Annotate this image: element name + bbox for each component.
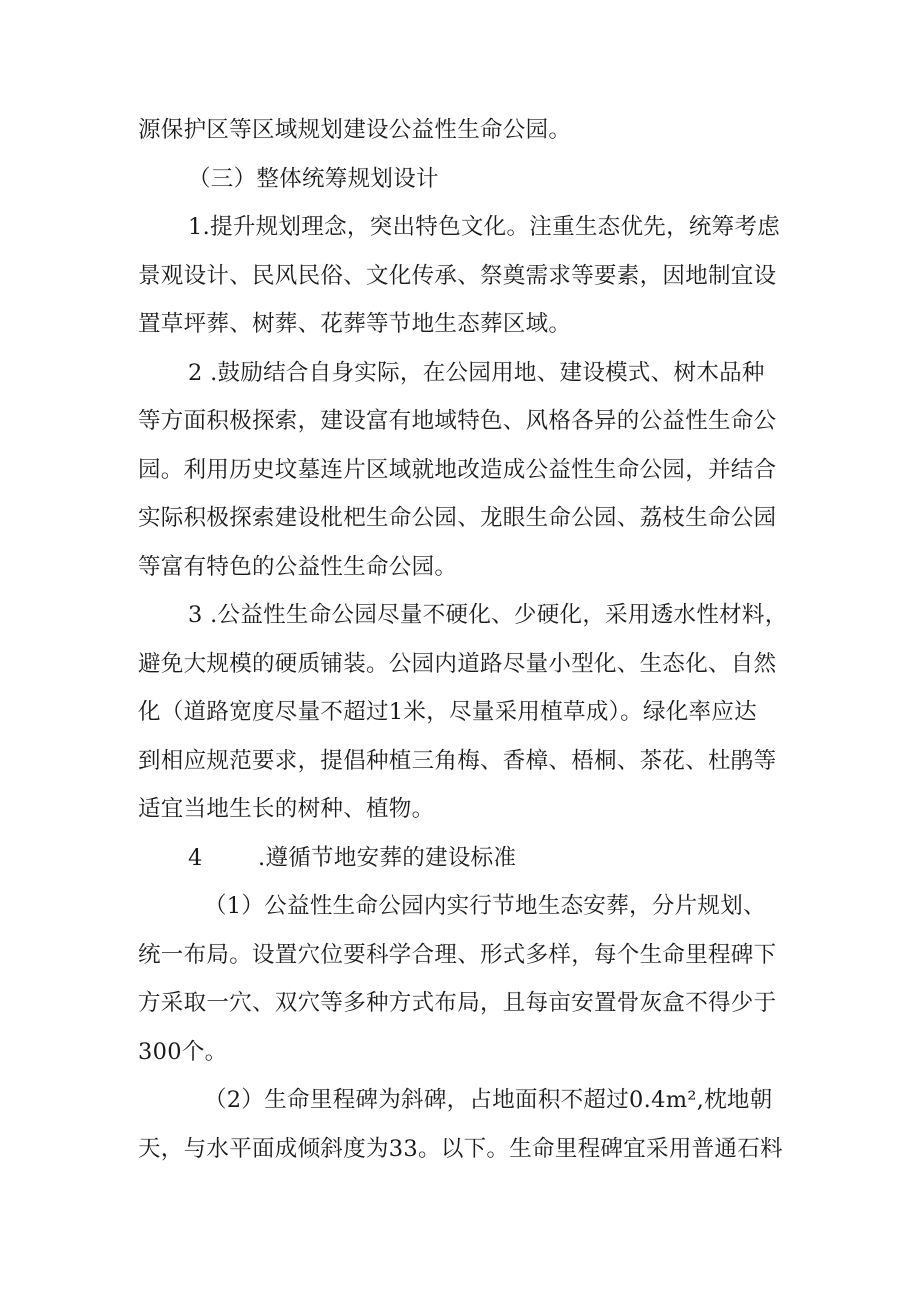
document-body — [138, 106, 788, 1173]
paragraph-line: 天，与水平面成倾斜度为33。以下。生命里程碑宜采用普通石料 — [138, 1135, 783, 1162]
paragraph-line: 方采取一穴、双穴等多种方式布局，且每亩安置骨灰盒不得少于 — [138, 990, 777, 1016]
paragraph-line: 1.提升规划理念，突出特色文化。注重生态优先，统筹考虑 — [188, 214, 781, 240]
paragraph-line: 3 .公益性生命公园尽量不硬化、少硬化，采用透水性材料， — [188, 602, 788, 628]
paragraph-line: 避免大规模的硬质铺装。公园内道路尽量小型化、生态化、自然 — [138, 650, 777, 677]
paragraph-line: 源保护区等区域规划建设公益性生命公园。 — [138, 117, 572, 143]
paragraph-line: 景观设计、民风民俗、文化传承、祭奠需求等要素，因地制宜设 — [138, 262, 777, 289]
paragraph-line: （1）公益性生命公园内实行节地生态安葬，分片规划、 — [204, 893, 766, 919]
paragraph-line: 等方面积极探索，建设富有地域特色、风格各异的公益性生命公 — [138, 408, 777, 434]
paragraph-line: 置草坪葬、树葬、花葬等节地生态葬区域。 — [138, 311, 572, 337]
paragraph-line: 到相应规范要求，提倡种植三角梅、香樟、梧桐、茶花、杜鹃等 — [138, 747, 777, 774]
paragraph-line: 化（道路宽度尽量不超过1米，尽量采用植草成）。绿化率应达 — [138, 699, 757, 725]
list-item-heading — [138, 834, 788, 883]
list-item-number: 4 — [188, 844, 203, 871]
paragraph-line: 实际积极探索建设枇杷生命公园、龙眼生命公园、荔枝生命公园 — [138, 505, 777, 531]
paragraph-line: 适宜当地生长的树种、植物。 — [138, 796, 435, 822]
paragraph-line: （2）生命里程碑为斜碑，占地面积不超过0.4m²,枕地朝 — [204, 1087, 773, 1113]
paragraph-line: 统一布局。设置穴位要科学合理、形式多样，每个生命里程碑下 — [138, 941, 777, 968]
paragraph-line: 等富有特色的公益性生命公园。 — [138, 553, 458, 580]
paragraph-line: 2 .鼓励结合自身实际，在公园用地、建设模式、树木品种 — [188, 359, 765, 386]
section-heading: （三）整体统筹规划设计 — [188, 165, 439, 192]
paragraph-line: 园。利用历史坟墓连片区域就地改造成公益性生命公园，并结合 — [138, 456, 777, 483]
paragraph-line: 300个。 — [138, 1038, 228, 1065]
list-item-title: .遵循节地安葬的建设标准 — [258, 844, 517, 871]
